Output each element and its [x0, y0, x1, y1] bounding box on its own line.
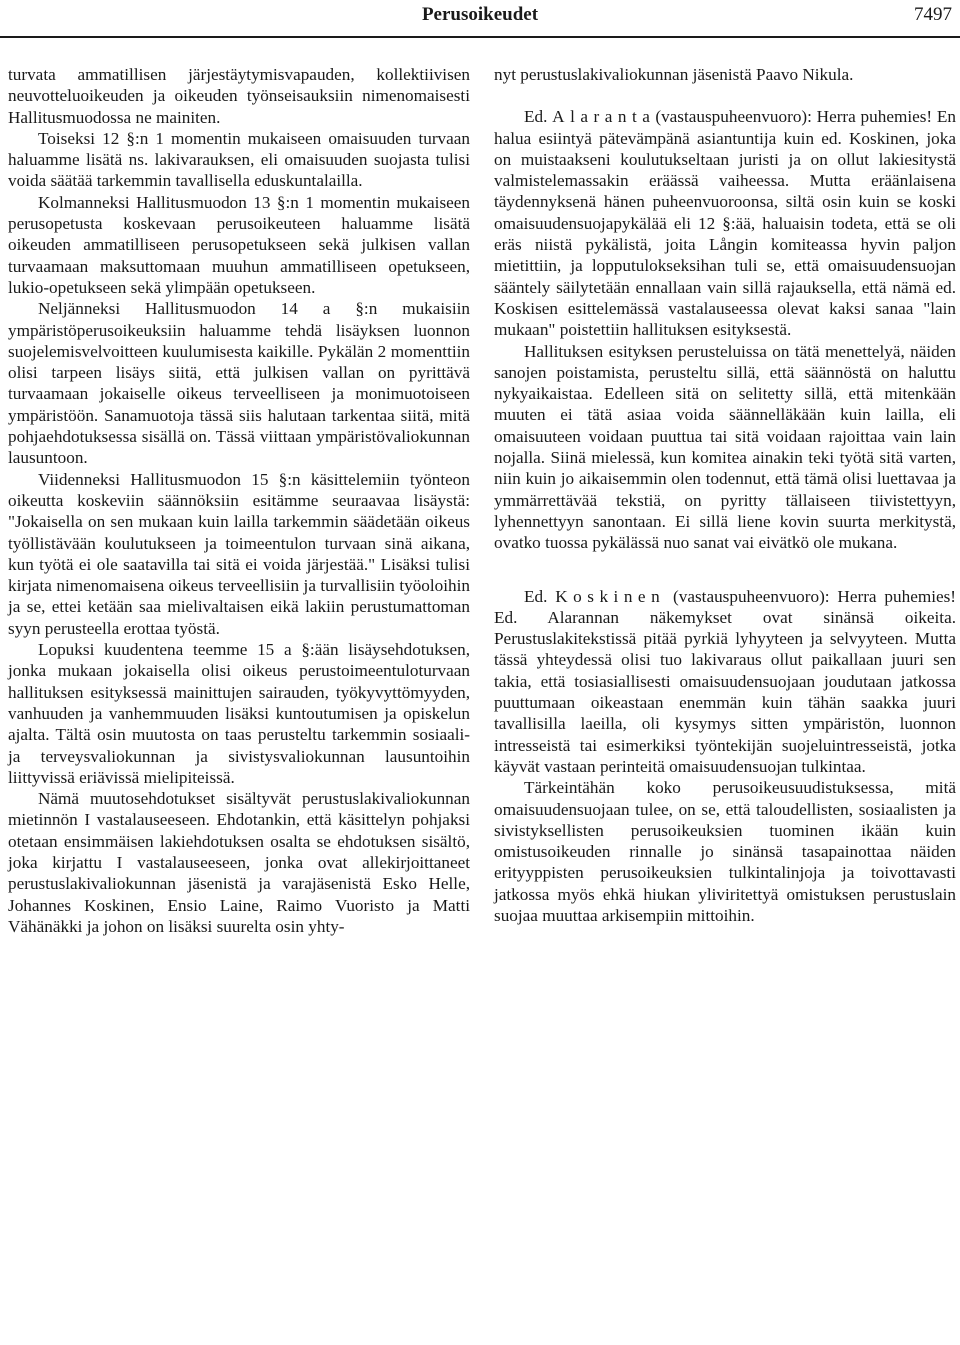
speaker-alaranta-paragraph: [494, 106, 956, 340]
right-paragraph-5: Tärkeintähän koko perusoikeusuudistuksessa, mitä omaisuudensuojaan tulee, on se, että taloudellisten, sosiaalisten ja sivistyksellisten perusoikeuksien tuominen ikään kuin omistusoikeuden rinnalle jo sinänsä tasapainottaa näiden erityyppisten perusoikeuksien tulkintalinjoja ja toivottavasti jatkossa myös ehkä hiukan yliviritettyä omistuksen perustuslain suojaa muuttaa arkisempiin mittoihin.: [494, 778, 956, 925]
speaker-prefix: Ed.: [524, 107, 548, 127]
left-paragraph-5: Viidenneksi Hallitusmuodon 15 §:n käsittelemiin työnteon oikeutta koskeviin säännöksiin esitämme seuraavaa lisäystä: "Jokaisella on sen mukaan kuin lailla tarkemmin säädetään oikeus työllistävään koulutukseen ja toimeentulon turvaan sinä aikana, kun työtä ei ole saatavilla tai sitä ei voida järjestää." Lisäksi tulisi kirjata nimenomaisena oikeus terveellisiin ja turvallisiin työoloihin ja se, ettei ketään saa mielivaltaisen eikä lakiin perustumattoman syyn perusteella erottaa työstä.: [8, 469, 470, 638]
left-paragraph-2: Toiseksi 12 §:n 1 momentin mukaiseen omaisuuden turvaan haluamme lisätä ns. lakivarauksen, eli omaisuuden suojasta tulisi voida säätää tarkemmin tavallisella eduskuntalailla.: [8, 128, 470, 191]
speaker-prefix: Ed.: [524, 586, 548, 606]
left-paragraph-4: Neljänneksi Hallitusmuodon 14 a §:n mukaisiin ympäristöperusoikeuksiin haluamme tehdä lisäyksen luonnon suojelemisvelvoitteen kuulumisesta kaikille. Pykälän 2 momenttiin olisi tarpeen lisäys siitä, että julkisen vallan on pyrittävä turvaamaan jokaiselle oikeus terveelliseen ja monimuotoiseen ympäristöön. Sanamuotoja tässä siis halutaan tarkentaa siitä, mitä pohjaehdotuksessa sisällä on. Tässä viittaan ympäristövaliokunnan lausuntoon.: [8, 299, 470, 468]
speaker-alaranta-text: (vastauspuheenvuoro): Herra puhemies! En halua esiintyä pätevämpänä asiantuntija kuin ed. Koskinen, joka on muistaakseni koulutukseltaan juristi ja on ollut lakiesitystä valmistelemassakin eräässä vaiheessa. Mutta eräänlaisena täydennyksenä hänen puheenvuoroonsa, siltä osin kuin se koski omaisuudensuojapykälää eli 12 §:ää, haluaisin todeta, että se oli eräs niistä pykälistä, joita Långin komiteassa hyvin paljon mietittiin, ja lopputulokseksihan tuli se, että omaisuudensuojan sääntely säilytetään ennallaan vain sillä rajauksella, että nämä ed. Koskisen esittelemässä vastalauseessa olevat kaksi sanaa "lain mukaan" poistettiin hallituksen esityksestä.: [494, 107, 956, 340]
speaker-koskinen-text: (vastauspuheenvuoro): Herra puhemies! Ed. Alarannan näkemykset ovat sinänsä oikeita. Perustuslakitekstissä pitää pyrkiä lyhyyteen ja selvyyteen. Mutta tässä yhteydessä olisi tuo lakivaraus ollut paikallaan juuri sen takia, että tosiasiallisesti omaisuudensuojaan joudutaan jatkossa puuttumaan oikeastaan enemmän kuin tähän saakka juuri tavallisilla laeilla, oli kysymys sitten ympäristön, luonnon intresseistä tai esimerkiksi työntekijän suojeluintresseistä, jotka käyvät vastaan perinteitä omaisuudensuojan tulkintaa.: [494, 586, 957, 776]
running-head: Perusoikeudet: [421, 4, 539, 25]
speaker-name-koskinen: Koskinen: [555, 586, 666, 606]
left-column: [8, 64, 470, 937]
left-paragraph-1: turvata ammatillisen järjestäytymisvapauden, kollektiivisen neuvotteluoikeuden ja oikeuden työnseisauksiin nimenomaisesti Hallitusmuodossa ne mainiten.: [8, 65, 470, 127]
page-header: [0, 0, 960, 38]
speaker-koskinen-paragraph: [494, 586, 956, 778]
speaker-name-alaranta: Alaranta: [552, 107, 656, 127]
right-column: [494, 64, 956, 937]
left-paragraph-3: Kolmanneksi Hallitusmuodon 13 §:n 1 momentin mukaiseen perusopetusta koskevaan perusoikeuteen haluamme lisätä oikeuden ammatilliseen perusopetukseen sekä julkisen vallan turvaamaan maksuttomaan muuhun ammatilliseen opetukseen, lukio-opetukseen sekä ylimpään opetukseen.: [8, 192, 470, 297]
page-number: 7497: [914, 4, 952, 25]
left-paragraph-6: Lopuksi kuudentena teemme 15 a §:ään lisäysehdotuksen, jonka mukaan jokaisella olisi oikeus perustoimeentuloturvaan hallituksen esityksessä mainittujen sairauden, työkyvyttömyyden, vanhuuden ja vanhemmuuden lisäksi kuntoutumisen ja opiskelun ajalta. Tältä osin muutosta on taas perusteltu tarkemmin sosiaali- ja terveysvaliokunnan ja sivistysvaliokunnan lausuntoihin liittyvissä eriävissä mielipiteissä.: [8, 640, 470, 787]
text-columns: [8, 64, 956, 937]
left-paragraph-7: Nämä muutosehdotukset sisältyvät perustuslakivaliokunnan mietinnön I vastalauseeseen. Ehdotankin, että käsittelyn pohjaksi otetaan ensimmäisen lakiehdotuksen osalta se ehdotuksen sisältö, joka kirjattu I vastalauseeseen, jonka ovat allekirjoittaneet perustuslakivaliokunnan jäsenistä ja varajäsenistä Esko Helle, Johannes Koskinen, Ensio Laine, Raimo Vuoristo ja Matti Vähänäkki ja johon on lisäksi suurelta osin yhty-: [8, 789, 470, 936]
right-paragraph-3: Hallituksen esityksen perusteluissa on tätä menettelyä, näiden sanojen poistamista, perusteltu sillä, että säännöstä on haluttu nykyaikaistaa. Edelleen sitä on selitetty sillä, että mitenkään muuten ei tätä asiaa voida säännelläkään kuin lailla, eli omaisuuteen voidaan puuttua tai sitä voidaan rajoittaa vain lain nojalla. Siinä mielessä, kun komitea ainakin teki työtä sitä varten, niin kuin jo aikaisemmin olen todennut, että tämä olisi luettavaa ja ymmärrettävää tekstiä, on pyritty tällaiseen tiivistettyyn, lyhennettyyn sanontaan. Ei sillä liene kovin suurta merkitystä, ovatko tuossa pykälässä nuo sanat vai eivätkö ole mukana.: [494, 341, 956, 553]
right-paragraph-1: nyt perustuslakivaliokunnan jäsenistä Paavo Nikula.: [494, 65, 854, 84]
